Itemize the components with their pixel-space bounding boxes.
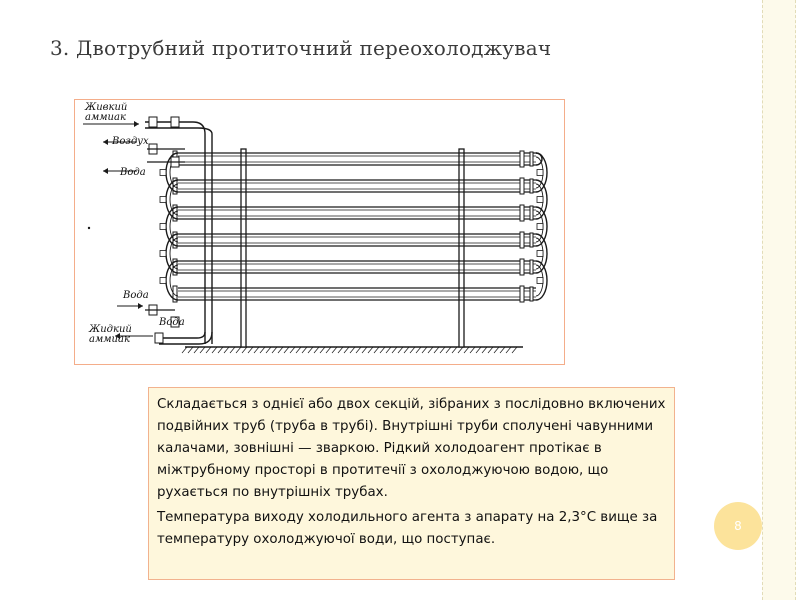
ground-hatch — [416, 347, 421, 353]
ground-hatch — [182, 347, 187, 353]
ground-hatch — [188, 347, 193, 353]
page-number: 8 — [734, 519, 742, 533]
pipe-flange-right — [530, 260, 533, 274]
ground-hatch — [428, 347, 433, 353]
manifold-top-elbow-inner — [145, 128, 212, 134]
ground-hatch — [344, 347, 349, 353]
ground-hatch — [356, 347, 361, 353]
ground-hatch — [230, 347, 235, 353]
ground-hatch — [470, 347, 475, 353]
ground-hatch — [224, 347, 229, 353]
ground-hatch — [512, 347, 517, 353]
slide-title: 3. Двотрубний протиточний переохолоджувач — [50, 36, 552, 60]
ground-hatch — [410, 347, 415, 353]
ground-hatch — [254, 347, 259, 353]
u-bend-plug — [537, 251, 543, 257]
ground-hatch — [380, 347, 385, 353]
label-water-out: Вода — [120, 167, 146, 178]
pipe-flange-right — [530, 233, 533, 247]
ground-hatch — [398, 347, 403, 353]
ground-hatch — [194, 347, 199, 353]
stray-dot — [88, 227, 90, 229]
ground-hatch — [248, 347, 253, 353]
label-ammonia-out-bottom: Жидкий аммиак — [89, 324, 132, 345]
ground-hatch — [446, 347, 451, 353]
u-bend-plug — [160, 170, 166, 176]
ground-hatch — [314, 347, 319, 353]
ground-hatch — [332, 347, 337, 353]
pipe-flange-right — [520, 286, 524, 302]
arrow-water-in-head — [138, 303, 143, 309]
ground-hatch — [374, 347, 379, 353]
support-post — [241, 149, 246, 347]
ground-hatch — [494, 347, 499, 353]
slide-right-border — [762, 0, 796, 600]
ground-hatch — [260, 347, 265, 353]
pipe-flange-right — [520, 232, 524, 248]
ground-hatch — [266, 347, 271, 353]
label-ammonia-in-top: Живкий аммиак — [85, 102, 128, 123]
ground-hatch — [434, 347, 439, 353]
ground-hatch — [404, 347, 409, 353]
ground-hatch — [464, 347, 469, 353]
ground-hatch — [218, 347, 223, 353]
valve-fitting — [155, 333, 163, 343]
label-water-drain: Вода — [159, 317, 185, 328]
ground-hatch — [326, 347, 331, 353]
ground-hatch — [242, 347, 247, 353]
ground-hatch — [290, 347, 295, 353]
pipe-flange-right — [530, 179, 533, 193]
ground-hatch — [272, 347, 277, 353]
subcooler-diagram — [74, 99, 565, 365]
u-bend-plug — [160, 278, 166, 284]
description-box — [148, 387, 675, 580]
ground-hatch — [386, 347, 391, 353]
ground-hatch — [482, 347, 487, 353]
pipe-flange-right — [530, 152, 533, 166]
valve-fitting — [171, 117, 179, 127]
page-number-badge — [714, 502, 762, 550]
ground-hatch — [506, 347, 511, 353]
ground-hatch — [236, 347, 241, 353]
ground-hatch — [458, 347, 463, 353]
ground-hatch — [284, 347, 289, 353]
ground-hatch — [212, 347, 217, 353]
label-water-in: Вода — [123, 290, 149, 301]
u-bend-plug — [160, 251, 166, 257]
ground-hatch — [362, 347, 367, 353]
arrow-air-out-head — [103, 139, 108, 145]
ground-hatch — [320, 347, 325, 353]
ground-hatch — [338, 347, 343, 353]
description-paragraph-2: Температура виходу холодильного агента з апарату на 2,3°С вище за температуру охолоджуючої води, що поступає. — [157, 510, 658, 547]
ground-hatch — [308, 347, 313, 353]
description-paragraph-1: Складається з однієї або двох секцій, зібраних з послідовно включених подвійних труб (труба в трубі). Внутрішні труби сполучені чавунними калачами, зовнішні — зваркою. Рідкий холодоагент протікає в міжтрубному просторі в протитечії з охолоджуючою водою, що рухається по внутрішніх трубах. — [157, 397, 666, 500]
ground-hatch — [452, 347, 457, 353]
ground-hatch — [296, 347, 301, 353]
u-bend-plug — [537, 170, 543, 176]
ground-hatch — [278, 347, 283, 353]
ground-hatch — [440, 347, 445, 353]
u-bend-plug — [160, 197, 166, 203]
ground-hatch — [302, 347, 307, 353]
ground-hatch — [206, 347, 211, 353]
ground-hatch — [350, 347, 355, 353]
u-bend-plug — [160, 224, 166, 230]
ground-hatch — [500, 347, 505, 353]
ground-hatch — [368, 347, 373, 353]
ground-hatch — [200, 347, 205, 353]
pipe-flange-right — [520, 151, 524, 167]
pipe-flange-right — [520, 205, 524, 221]
support-post — [459, 149, 464, 347]
pipe-flange-right — [530, 287, 533, 301]
pipe-flange-right — [530, 206, 533, 220]
arrow-ammonia-in-head — [134, 121, 139, 127]
ground-hatch — [392, 347, 397, 353]
u-bend-plug — [537, 197, 543, 203]
ground-hatch — [488, 347, 493, 353]
pipe-flange-right — [520, 259, 524, 275]
valve-fitting — [149, 117, 157, 127]
ground-hatch — [476, 347, 481, 353]
u-bend-plug — [537, 224, 543, 230]
manifold-bottom-elbow — [159, 332, 205, 338]
pipe-flange-right — [520, 178, 524, 194]
u-bend-plug — [537, 278, 543, 284]
label-air: Воздух — [112, 136, 149, 147]
ground-hatch — [422, 347, 427, 353]
arrow-water-out-head — [103, 168, 108, 174]
